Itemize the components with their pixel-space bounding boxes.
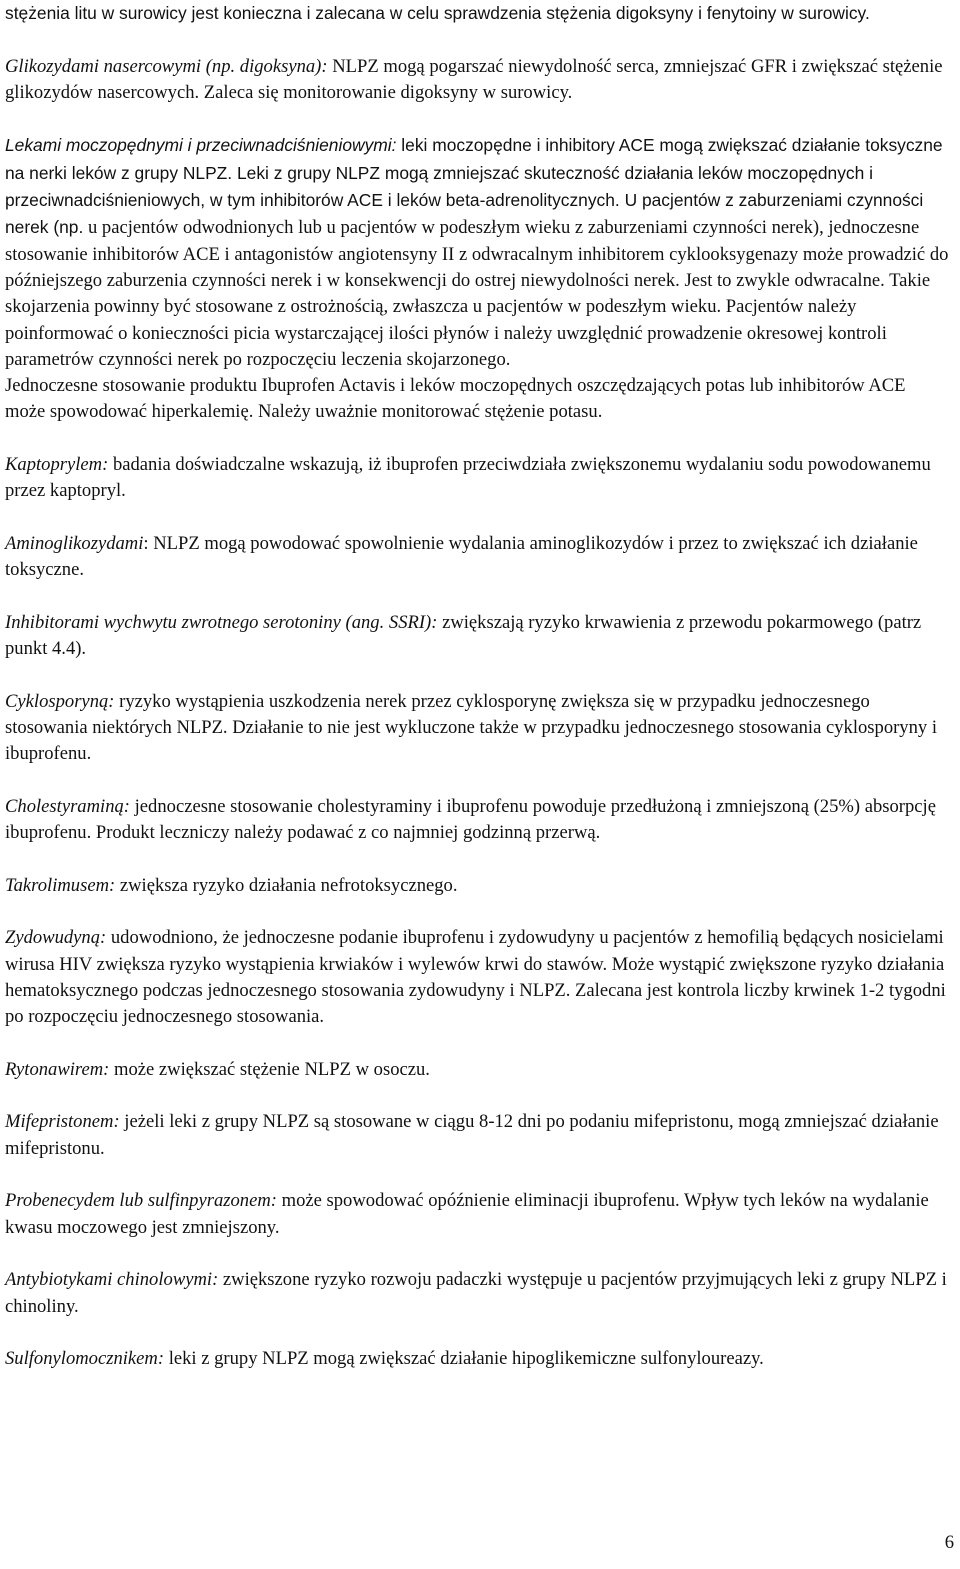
paragraph-captopril: [5, 452, 950, 505]
mifepristone-text: jeżeli leki z grupy NLPZ są stosowane w ciągu 8-12 dni po podaniu mifepristonu, mogą zmniejszać działanie mifepristonu.: [5, 1111, 939, 1159]
paragraph-sulfonylurea: [5, 1346, 950, 1372]
paragraph-ssri: [5, 610, 950, 663]
cyclosporine-text: ryzyko wystąpienia uszkodzenia nerek przez cyklosporynę zwiększa się w przypadku jednoczesnego stosowania niektórych NLPZ. Działanie to nie jest wykluczone także w przypadku jednoczesnego stosowania cyklosporyny i ibuprofenu.: [5, 690, 938, 765]
paragraph-aminoglycosides: [5, 531, 950, 584]
diuretics-text-1: leki moczopędne i inhibitory ACE mogą zwiększać działanie toksyczne na nerki leków z grupy NLPZ.: [5, 135, 943, 183]
diuretics-text-3: u pacjentów odwodnionych lub u pacjentów w podeszłym wieku z zaburzeniami czynności nerek), jednoczesne stosowanie inhibitorów ACE i antagonistów angiotensyny II z odwracalnym inhibitorem cyklooksygenazy może prowadzić do późniejszego zaburzenia czynności nerek i w konsekwencji do ostrej niewydolności nerek. Jest to zwykle odwracalne. Takie skojarzenia powinny być stosowane z ostrożnością, zwłaszcza u pacjentów w podeszłym wieku. Pacjentów należy poinformować o konieczności picia wystarczającej ilości płynów i należy uwzględnić prowadzenie okresowej kontroli parametrów czynności nerek po rozpoczęciu leczenia skojarzonego.: [5, 217, 949, 370]
sulfonylurea-heading: Sulfonylomocznikem:: [5, 1348, 165, 1370]
cardiac-glycosides-heading: Glikozydami nasercowymi (np. digoksyna):: [5, 55, 328, 77]
quinolones-heading: Antybiotykami chinolowymi:: [5, 1269, 219, 1291]
paragraph-cyclosporine: [5, 689, 950, 768]
paragraph-cardiac-glycosides: [5, 54, 950, 107]
probenecid-heading: Probenecydem lub sulfinpyrazonem:: [5, 1190, 277, 1212]
paragraph-tacrolimus: [5, 873, 950, 899]
diuretics-heading: Lekami moczopędnymi i przeciwnadciśnieniowymi:: [5, 135, 397, 156]
zidovudine-heading: Zydowudyną:: [5, 927, 107, 949]
aminoglycosides-text: : NLPZ mogą powodować spowolnienie wydalania aminoglikozydów i przez to zwiększać ich działanie toksyczne.: [5, 532, 918, 581]
paragraph-zidovudine: [5, 925, 950, 1030]
ritonavir-heading: Rytonawirem:: [5, 1058, 110, 1080]
diuretics-text-2: Leki z grupy NLPZ mogą zmniejszać skuteczność działania leków moczopędnych i przeciwnadciśnieniowych, w tym inhibitorów ACE i leków beta-adrenolitycznych. U pacjentów z zaburzeniami czynności nerek (np.: [5, 162, 924, 238]
mifepristone-heading: Mifepristonem:: [5, 1111, 120, 1133]
cholestyramine-heading: Cholestyraminą:: [5, 795, 130, 817]
cyclosporine-heading: Cyklosporyną:: [5, 690, 115, 712]
paragraph-probenecid: [5, 1188, 950, 1241]
tacrolimus-text: zwiększa ryzyko działania nefrotoksycznego.: [115, 874, 458, 896]
ssri-heading: Inhibitorami wychwytu zwrotnego serotoniny (ang. SSRI):: [5, 611, 438, 633]
page-number: 6: [944, 1532, 954, 1553]
paragraph-potassium: [5, 373, 950, 426]
ritonavir-text: może zwiększać stężenie NLPZ w osoczu.: [109, 1058, 430, 1080]
paragraph-diuretics: [5, 132, 950, 373]
potassium-text: Jednoczesne stosowanie produktu Ibuprofen Actavis i leków moczopędnych oszczędzających potas lub inhibitorów ACE może spowodować hiperkalemię. Należy uważnie monitorować stężenie potasu.: [5, 375, 906, 423]
aminoglycosides-heading: Aminoglikozydami: [5, 532, 144, 554]
paragraph-mifepristone: [5, 1109, 950, 1162]
ssri-text: zwiększają ryzyko krwawienia z przewodu pokarmowego (patrz punkt 4.4).: [5, 611, 922, 660]
paragraph-ritonavir: [5, 1057, 950, 1083]
captopril-heading: Kaptoprylem:: [5, 454, 109, 476]
cardiac-glycosides-text: NLPZ mogą pogarszać niewydolność serca, zmniejszać GFR i zwiększać stężenie glikozydów nasercowych. Zaleca się monitorowanie digoksyny w surowicy.: [5, 55, 943, 103]
paragraph-quinolones: [5, 1267, 950, 1320]
document-page: [5, 0, 950, 1372]
zidovudine-text: udowodniono, że jednoczesne podanie ibuprofenu i zydowudyny u pacjentów z hemofilią będących nosicielami wirusa HIV zwiększa ryzyko wystąpienia krwiaków i wylewów krwi do stawów. Może wystąpić zwiększone ryzyko działania hematoksycznego podczas jednoczesnego stosowania zydowudyny i NLPZ. Zalecana jest kontrola liczby krwinek 1-2 tygodni po rozpoczęciu jednoczesnego stosowania.: [5, 927, 946, 1028]
quinolones-text: zwiększone ryzyko rozwoju padaczki występuje u pacjentów przyjmujących leki z grupy NLPZ i chinoliny.: [5, 1269, 947, 1317]
paragraph-cholestyramine: [5, 794, 950, 847]
paragraph-lithium-continuation: [5, 0, 950, 27]
lithium-text: stężenia litu w surowicy jest konieczna i zalecana w celu sprawdzenia stężenia digoksyny i fenytoiny w surowicy.: [5, 3, 870, 23]
captopril-text: badania doświadczalne wskazują, iż ibuprofen przeciwdziała zwiększonemu wydalaniu sodu powodowanemu przez kaptopryl.: [5, 454, 931, 502]
cholestyramine-text: jednoczesne stosowanie cholestyraminy i ibuprofenu powoduje przedłużoną i zmniejszoną (25%) absorpcję ibuprofenu. Produkt leczniczy należy podawać z co najmniej godzinną przerwą.: [5, 795, 936, 844]
sulfonylurea-text: leki z grupy NLPZ mogą zwiększać działanie hipoglikemiczne sulfonyloureazy.: [164, 1348, 764, 1370]
probenecid-text: może spowodować opóźnienie eliminacji ibuprofenu. Wpływ tych leków na wydalanie kwasu moczowego jest zmniejszony.: [5, 1190, 929, 1238]
tacrolimus-heading: Takrolimusem:: [5, 874, 116, 896]
